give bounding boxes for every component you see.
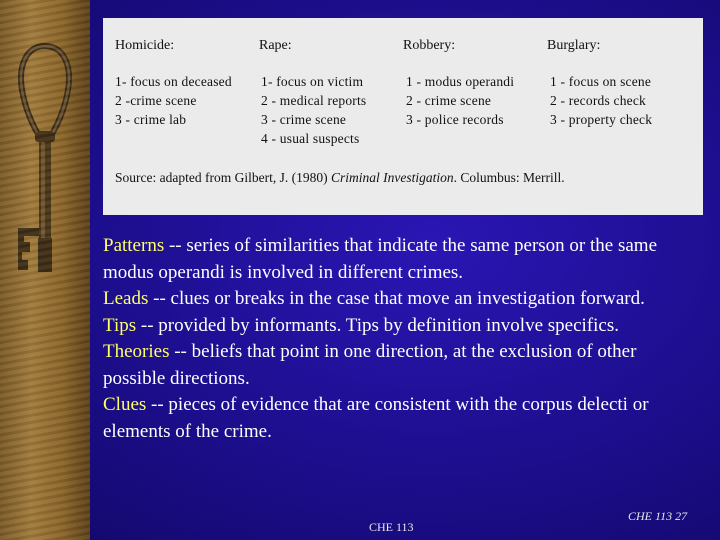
column-title-homicide: Homicide: — [115, 38, 175, 53]
burglary-item: 1 - focus on scene — [550, 74, 652, 89]
definition-text: -- clues or breaks in the case that move an investigation forward. — [148, 288, 645, 309]
crime-focus-table — [103, 18, 703, 215]
burglary-item: 2 - records check — [550, 93, 646, 108]
footer-course-label: CHE 113 — [369, 520, 414, 534]
column-title-burglary: Burglary: — [547, 38, 601, 53]
definition-term: Leads — [103, 288, 149, 309]
definition-clues — [103, 392, 698, 445]
definition-text: -- beliefs that point in one direction, at the exclusion of other possible directions. — [103, 341, 637, 389]
definition-patterns — [103, 233, 698, 286]
definition-text: -- series of similarities that indicate the same person or the same modus operandi is involved in different crimes. — [103, 235, 658, 283]
homicide-item: 3 - crime lab — [115, 112, 187, 127]
definition-term: Theories — [103, 341, 170, 362]
source-book-title: Criminal Investigation — [330, 170, 454, 185]
robbery-item: 2 - crime scene — [406, 93, 492, 108]
footer-page-number: CHE 113 27 — [628, 509, 688, 523]
definition-term: Tips — [103, 314, 137, 336]
definitions-list — [103, 233, 698, 445]
decorative-strip — [0, 0, 90, 540]
rape-item: 1- focus on victim — [261, 74, 364, 89]
rape-item: 2 - medical reports — [261, 93, 367, 108]
burglary-item: 3 - property check — [550, 112, 653, 127]
definition-tips — [103, 313, 698, 340]
robbery-item: 1 - modus operandi — [406, 74, 515, 89]
definition-term: Clues — [103, 394, 147, 415]
column-title-rape: Rape: — [259, 38, 292, 53]
definition-text: -- pieces of evidence that are consistent with the corpus delecti or elements of the crime. — [103, 394, 649, 442]
robbery-item: 3 - police records — [406, 112, 504, 127]
source-citation — [115, 170, 565, 186]
rape-item: 4 - usual suspects — [261, 131, 360, 146]
source-prefix: Source: adapted from Gilbert, J. (1980) — [115, 170, 331, 185]
key-icon — [8, 38, 83, 283]
homicide-item: 1- focus on deceased — [115, 74, 232, 89]
definition-theories — [103, 339, 698, 392]
homicide-item: 2 -crime scene — [115, 93, 197, 108]
source-suffix: . Columbus: Merrill. — [453, 170, 565, 185]
definition-leads — [103, 286, 698, 313]
definition-text: -- provided by informants. Tips by definition involve specifics. — [136, 314, 619, 336]
rape-item: 3 - crime scene — [261, 112, 347, 127]
column-title-robbery: Robbery: — [403, 38, 456, 53]
definition-term: Patterns — [103, 235, 165, 256]
